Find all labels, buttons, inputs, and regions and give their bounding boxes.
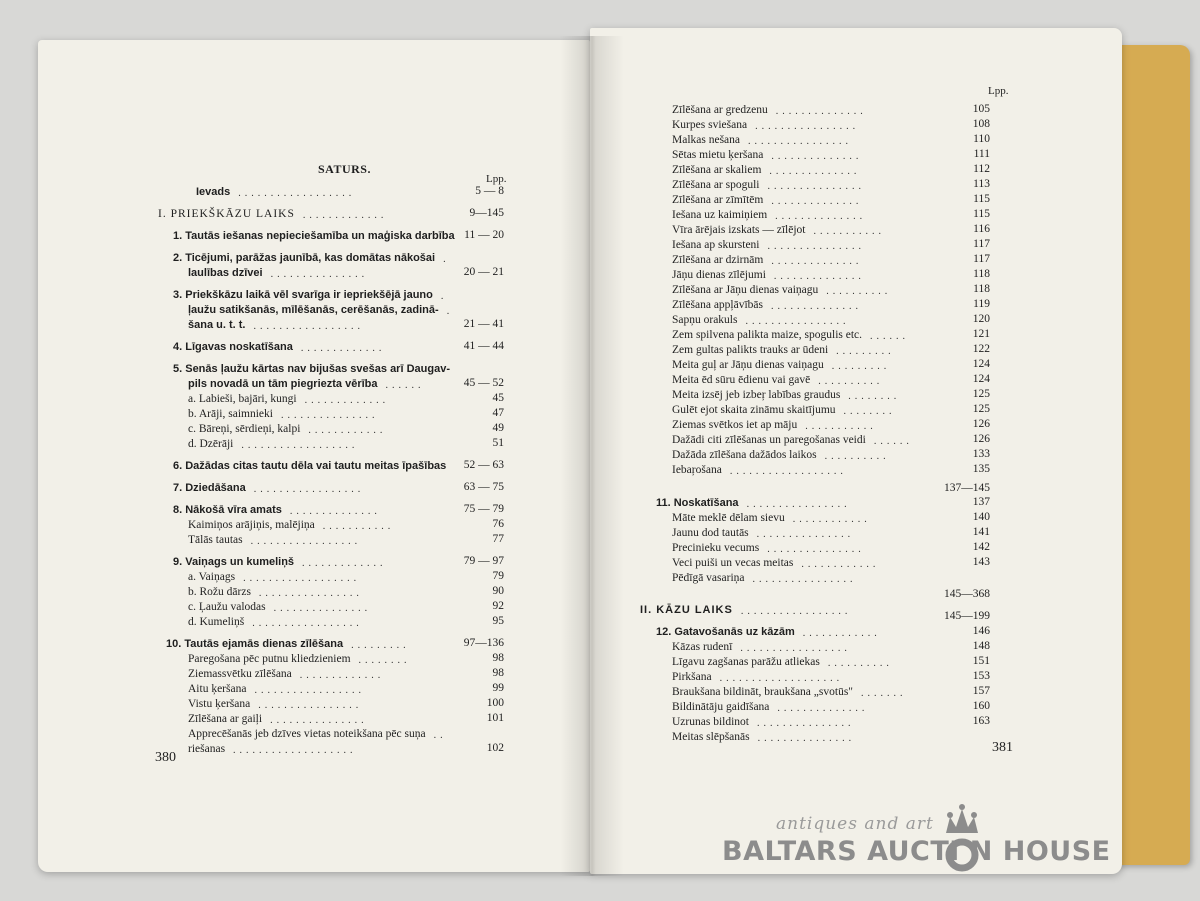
toc-entry-title: 4. Līgavas noskatīšana	[173, 341, 293, 353]
toc-entry-page: 125	[972, 388, 990, 400]
leader-dots: ............	[792, 514, 871, 525]
toc-entry-page: 5 — 8	[475, 185, 504, 197]
page-number-left: 380	[155, 750, 176, 765]
toc-entry-page: 98	[492, 652, 504, 664]
toc-entry-page: 143	[972, 556, 990, 568]
leader-dots: ........	[848, 391, 901, 402]
toc-entry-page: 140	[972, 511, 990, 523]
leader-dots: .........	[836, 346, 895, 357]
toc-entry-title: 3. Priekškāzu laikā vēl svarīga ir iepriekšējā jauno	[173, 289, 433, 301]
leader-dots: ..........	[827, 658, 893, 669]
leader-dots: ...................	[233, 745, 357, 756]
toc-entry-page: 148	[972, 640, 990, 652]
lpp-header-right: Lpp.	[988, 85, 1009, 97]
toc-entry-page: 47	[492, 407, 504, 419]
toc-entry-title: Zīlēšana ar skaliem	[672, 164, 762, 176]
toc-entry-page: 118	[973, 283, 990, 295]
toc-entry-page: 133	[972, 448, 990, 460]
toc-entry-page: 122	[972, 343, 990, 355]
toc-entry-page: 141	[972, 526, 990, 538]
toc-entry-page: 95	[492, 615, 504, 627]
toc-entry-title: Ziemassvētku zīlēšana	[188, 668, 292, 680]
toc-entry-page: 142	[972, 541, 990, 553]
toc-entry-page: 145—199	[944, 610, 990, 622]
leader-dots: .......	[861, 688, 907, 699]
toc-entry-title: riešanas	[188, 743, 226, 755]
toc-entry-title: Jaunu dod tautās	[672, 527, 749, 539]
leader-dots: ...............	[757, 733, 856, 744]
leader-dots: .................	[740, 643, 851, 654]
toc-entry-page: 110	[973, 133, 990, 145]
leader-dots: ...............	[273, 603, 372, 614]
toc-entry-title: 1. Tautās iešanas nepieciešamība un maģiska darbība	[173, 230, 455, 242]
toc-entry-title: Meita izsēj jeb izbeŗ labības graudus	[672, 389, 841, 401]
leader-dots: ............	[802, 628, 881, 639]
leader-dots: .................	[250, 536, 362, 547]
toc-entry-title: Aitu ķeršana	[188, 683, 247, 695]
toc-entry-page: 45 — 52	[463, 377, 504, 389]
leader-dots: ..........	[826, 286, 892, 297]
toc-entry-page: 126	[972, 433, 990, 445]
toc-entry-title: Pirkšana	[672, 671, 712, 683]
toc-entry-page: 151	[972, 655, 990, 667]
toc-entry-title: Kurpes sviešana	[672, 119, 748, 131]
toc-entry-page: 116	[973, 223, 990, 235]
leader-dots: .........	[351, 640, 410, 651]
toc-entry-title: I. PRIEKŠKĀZU LAIKS	[158, 208, 295, 220]
toc-entry-page: 137	[972, 496, 990, 508]
toc-entry-page: 90	[492, 585, 504, 597]
leader-dots: ...........	[813, 226, 885, 237]
toc-entry-title: c. Bāreņi, sērdieņi, kalpi	[188, 423, 301, 435]
toc-entry-page: 49	[492, 422, 504, 434]
leader-dots: .............	[302, 210, 388, 221]
toc-entry-page: 160	[972, 700, 990, 712]
leader-dots: ................	[746, 499, 851, 510]
toc-entry-title: Apprecēšanās jeb dzīves vietas noteikšana pēc suņa	[188, 728, 426, 740]
leader-dots: ...............	[756, 718, 855, 729]
toc-entry-page: 124	[972, 358, 990, 370]
leader-dots: ..............	[771, 196, 863, 207]
leader-dots: ................	[745, 316, 850, 327]
toc-entry-page: 79	[492, 570, 504, 582]
leader-dots: ...............	[767, 181, 866, 192]
toc-entry-title: Zem spilvena palikta maize, spogulis etc.	[672, 329, 863, 341]
toc-entry-page: 121	[972, 328, 990, 340]
leader-dots: .	[446, 306, 454, 317]
toc-entry-title: Kaimiņos arājiņis, malējiņa	[188, 519, 315, 531]
toc-entry-page: 79 — 97	[463, 555, 504, 567]
toc-entry-title: Iešana ap skursteni	[672, 239, 760, 251]
toc-entry-page: 102	[486, 742, 504, 754]
toc-entry-page: 45	[492, 392, 504, 404]
toc-entry-title: a. Labieši, bajāri, kungi	[188, 393, 297, 405]
toc-entry-page: 117	[973, 253, 990, 265]
leader-dots: ...............	[270, 269, 369, 280]
toc-entry-page: 146	[972, 625, 990, 637]
leader-dots: .................	[253, 321, 364, 332]
leader-dots: ......	[385, 380, 425, 391]
toc-entry-page: 117	[973, 238, 990, 250]
toc-entry-title: c. Ļaužu valodas	[188, 601, 266, 613]
leader-dots: ................	[258, 588, 363, 599]
toc-entry-title: Līgavu zagšanas parāžu atliekas	[672, 656, 820, 668]
toc-entry-title: Zīlēšana ar gaiļi	[188, 713, 263, 725]
leader-dots: ..............	[777, 703, 869, 714]
book-gutter	[560, 36, 624, 876]
leader-dots: .............	[299, 670, 385, 681]
leader-dots: ...........	[322, 521, 395, 532]
toc-entry-title: Jāņu dienas zīlējumi	[672, 269, 766, 281]
toc-entry-title: 8. Nākošā vīra amats	[173, 504, 282, 516]
toc-entry-title: Paregošana pēc putnu kliedzieniem	[188, 653, 351, 665]
toc-entry-title: šana u. t. t.	[188, 319, 246, 331]
leader-dots: ...................	[719, 673, 844, 684]
toc-entry-page: 115	[973, 208, 990, 220]
leader-dots: ..................	[241, 440, 359, 451]
toc-entry-page: 108	[972, 118, 990, 130]
toc-entry-title: Iešana uz kaimiņiem	[672, 209, 768, 221]
toc-entry-title: a. Vaiņags	[188, 571, 236, 583]
toc-entry-page: 98	[492, 667, 504, 679]
toc-entry-page: 9—145	[469, 207, 504, 219]
crown-logo-icon	[940, 803, 984, 873]
toc-entry-page: 163	[972, 715, 990, 727]
toc-entry-page: 21 — 41	[463, 318, 504, 330]
toc-entry-title: 7. Dziedāšana	[173, 482, 246, 494]
leader-dots: .............	[302, 558, 387, 569]
leader-dots: ..................	[243, 573, 361, 584]
leader-dots: ..........	[818, 376, 884, 387]
toc-entry-title: 2. Ticējumi, parāžas jaunībā, kas domātas nākošai	[173, 252, 436, 264]
toc-entry-page: 75 — 79	[463, 503, 504, 515]
toc-entry-title: 9. Vaiņags un kumeliņš	[173, 556, 295, 568]
leader-dots: .................	[252, 618, 363, 629]
toc-entry-page: 112	[973, 163, 990, 175]
toc-entry-title: Pēdīgā vasariņa	[672, 572, 745, 584]
leader-dots: ...............	[270, 715, 368, 726]
leader-dots: .............	[300, 343, 386, 354]
lpp-header-left: Lpp.	[486, 173, 507, 185]
leader-dots: ................	[748, 136, 853, 147]
toc-entry-title: Zīlēšana ar gredzenu	[672, 104, 768, 116]
leader-dots: .................	[254, 685, 365, 696]
leader-dots: ..................	[729, 466, 847, 477]
leader-dots: ........	[843, 406, 896, 417]
leader-dots: ..............	[771, 301, 863, 312]
leader-dots: ..............	[773, 271, 865, 282]
leader-dots: ...............	[280, 410, 379, 421]
toc-entry-page: 100	[486, 697, 504, 709]
toc-entry-page: 113	[973, 178, 990, 190]
toc-entry-title: Gulēt ejot skaita zināmu skaitījumu	[672, 404, 836, 416]
toc-entry-title: Ievads	[196, 186, 231, 198]
watermark-tagline: antiques and art	[776, 814, 934, 834]
toc-entry-title: 5. Senās ļaužu kārtas nav bijušas svešas arī Daugav-	[173, 363, 450, 375]
toc-entry-title: Veci puiši un vecas meitas	[672, 557, 794, 569]
toc-entry-title: Vistu ķeršana	[188, 698, 251, 710]
toc-entry-title: Sētas mietu ķeršana	[672, 149, 764, 161]
toc-entry-title: Iebaŗošana	[672, 464, 722, 476]
toc-entry-title: II. KĀZU LAIKS	[640, 604, 733, 616]
toc-entry-title: pils novadā un tām piegriezta vērība	[188, 378, 378, 390]
toc-entry-title: Uzrunas bildinot	[672, 716, 749, 728]
toc-entry-page: 11 — 20	[464, 229, 504, 241]
page-number-right: 381	[992, 740, 1013, 755]
toc-entry-page: 101	[486, 712, 504, 724]
toc-entry-page: 124	[972, 373, 990, 385]
leader-dots: ..............	[771, 256, 863, 267]
toc-entry-page: 115	[973, 193, 990, 205]
toc-entry-title: b. Rožu dārzs	[188, 586, 251, 598]
toc-entry-page: 145—368	[944, 588, 990, 600]
toc-entry-title: 6. Dažādas citas tautu dēla vai tautu meitas īpašības	[173, 460, 447, 472]
toc-entry-page: 157	[972, 685, 990, 697]
leader-dots: ..............	[771, 151, 863, 162]
toc-entry-page: 77	[492, 533, 504, 545]
watermark-name: BALTARS AUCTI N HOUSE	[722, 836, 1111, 867]
toc-entry-title: Zīlēšana ar zīmītēm	[672, 194, 764, 206]
toc-entry-page: 52 — 63	[463, 459, 504, 471]
leader-dots: .	[440, 291, 448, 302]
toc-entry-title: Meita ēd sūru ēdienu vai gavē	[672, 374, 811, 386]
toc-entry-page: 125	[972, 403, 990, 415]
toc-entry-title: d. Kumeliņš	[188, 616, 245, 628]
leader-dots: ........	[358, 655, 411, 666]
toc-entry-title: Zīlēšana appļāvībās	[672, 299, 764, 311]
toc-entry-title: Zīlēšana ar spoguli	[672, 179, 760, 191]
leader-dots: ..............	[289, 506, 381, 517]
toc-entry-title: Braukšana bildināt, braukšana „svotūs"	[672, 686, 853, 698]
toc-entry-page: 111	[973, 148, 990, 160]
toc-entry-title: d. Dzērāji	[188, 438, 234, 450]
toc-entry-title: laulības dzīvei	[188, 267, 263, 279]
toc-entry-title: Dažādi citi zīlēšanas un paregošanas veidi	[672, 434, 866, 446]
leader-dots: ................	[752, 574, 857, 585]
toc-entry-page: 118	[973, 268, 990, 280]
leader-dots: ..	[433, 730, 447, 741]
toc-entry-page: 120	[972, 313, 990, 325]
leader-dots: .............	[304, 395, 390, 406]
toc-entry-title: Zīlēšana ar Jāņu dienas vaiņagu	[672, 284, 819, 296]
toc-entry-page: 97—136	[463, 637, 504, 649]
leader-dots: ..................	[238, 188, 356, 199]
toc-entry-title: 11. Noskatīšana	[656, 497, 739, 509]
leader-dots: ..............	[775, 211, 867, 222]
leader-dots: ...............	[767, 544, 865, 555]
leader-dots: ......	[873, 436, 913, 447]
leader-dots: .................	[253, 484, 365, 495]
toc-entry-title: 12. Gatavošanās uz kāzām	[656, 626, 795, 638]
toc-entry-title: Bildinātāju gaidīšana	[672, 701, 770, 713]
toc-entry-title: Zīlēšana ar dzirnām	[672, 254, 764, 266]
toc-entry-page: 63 — 75	[463, 481, 504, 493]
leader-dots: ............	[308, 425, 387, 436]
toc-entry-page: 105	[972, 103, 990, 115]
toc-entry-title: Meita guļ ar Jāņu dienas vaiņagu	[672, 359, 824, 371]
toc-entry-page: 51	[492, 437, 504, 449]
toc-entry-page: 76	[492, 518, 504, 530]
toc-entry-title: ļaužu satikšanās, mīlēšanās, cerēšanās, zadinā-	[188, 304, 439, 316]
toc-entry-page: 20 — 21	[463, 266, 504, 278]
leader-dots: ................	[755, 121, 860, 132]
toc-entry-title: Precinieku vecums	[672, 542, 760, 554]
toc-entry-title: Māte meklē dēlam sievu	[672, 512, 785, 524]
toc-entry-page: 137—145	[944, 482, 990, 494]
toc-entry-page: 99	[492, 682, 504, 694]
leader-dots: ................	[258, 700, 363, 711]
leader-dots: .	[443, 254, 450, 265]
leader-dots: ...............	[767, 241, 865, 252]
toc-entry-page: 135	[972, 463, 990, 475]
leader-dots: ...............	[756, 529, 855, 540]
toc-entry-title: Kāzas rudenī	[672, 641, 733, 653]
leader-dots: ..............	[775, 106, 867, 117]
toc-entry-page: 92	[492, 600, 504, 612]
toc-entry-title: Vīra ārējais izskats — zīlējot	[672, 224, 806, 236]
toc-title: SATURS.	[318, 162, 371, 176]
toc-entry-title: Dažāda zīlēšana dažādos laikos	[672, 449, 817, 461]
toc-entry-title: Sapņu orakuls	[672, 314, 738, 326]
toc-entry-title: Zem gultas palikts trauks ar ūdeni	[672, 344, 829, 356]
leader-dots: .........	[831, 361, 891, 372]
leader-dots: .................	[740, 606, 852, 617]
leader-dots: ......	[870, 331, 910, 342]
toc-entry-title: b. Arāji, saimnieki	[188, 408, 273, 420]
toc-entry-title: Ziemas svētkos iet ap māju	[672, 419, 798, 431]
toc-entry-title: Tālās tautas	[188, 534, 243, 546]
toc-entry-page: 119	[973, 298, 990, 310]
leader-dots: ...........	[805, 421, 877, 432]
leader-dots: ..............	[769, 166, 861, 177]
toc-entry-title: Meitas slēpšanās	[672, 731, 750, 743]
toc-entry-page: 153	[972, 670, 990, 682]
toc-entry-page: 41 — 44	[463, 340, 504, 352]
leader-dots: ............	[801, 559, 880, 570]
toc-entry-title: 10. Tautās ejamās dienas zīlēšana	[166, 638, 344, 650]
leader-dots: ..........	[824, 451, 890, 462]
toc-entry-title: Malkas nešana	[672, 134, 741, 146]
toc-entry-page: 126	[972, 418, 990, 430]
